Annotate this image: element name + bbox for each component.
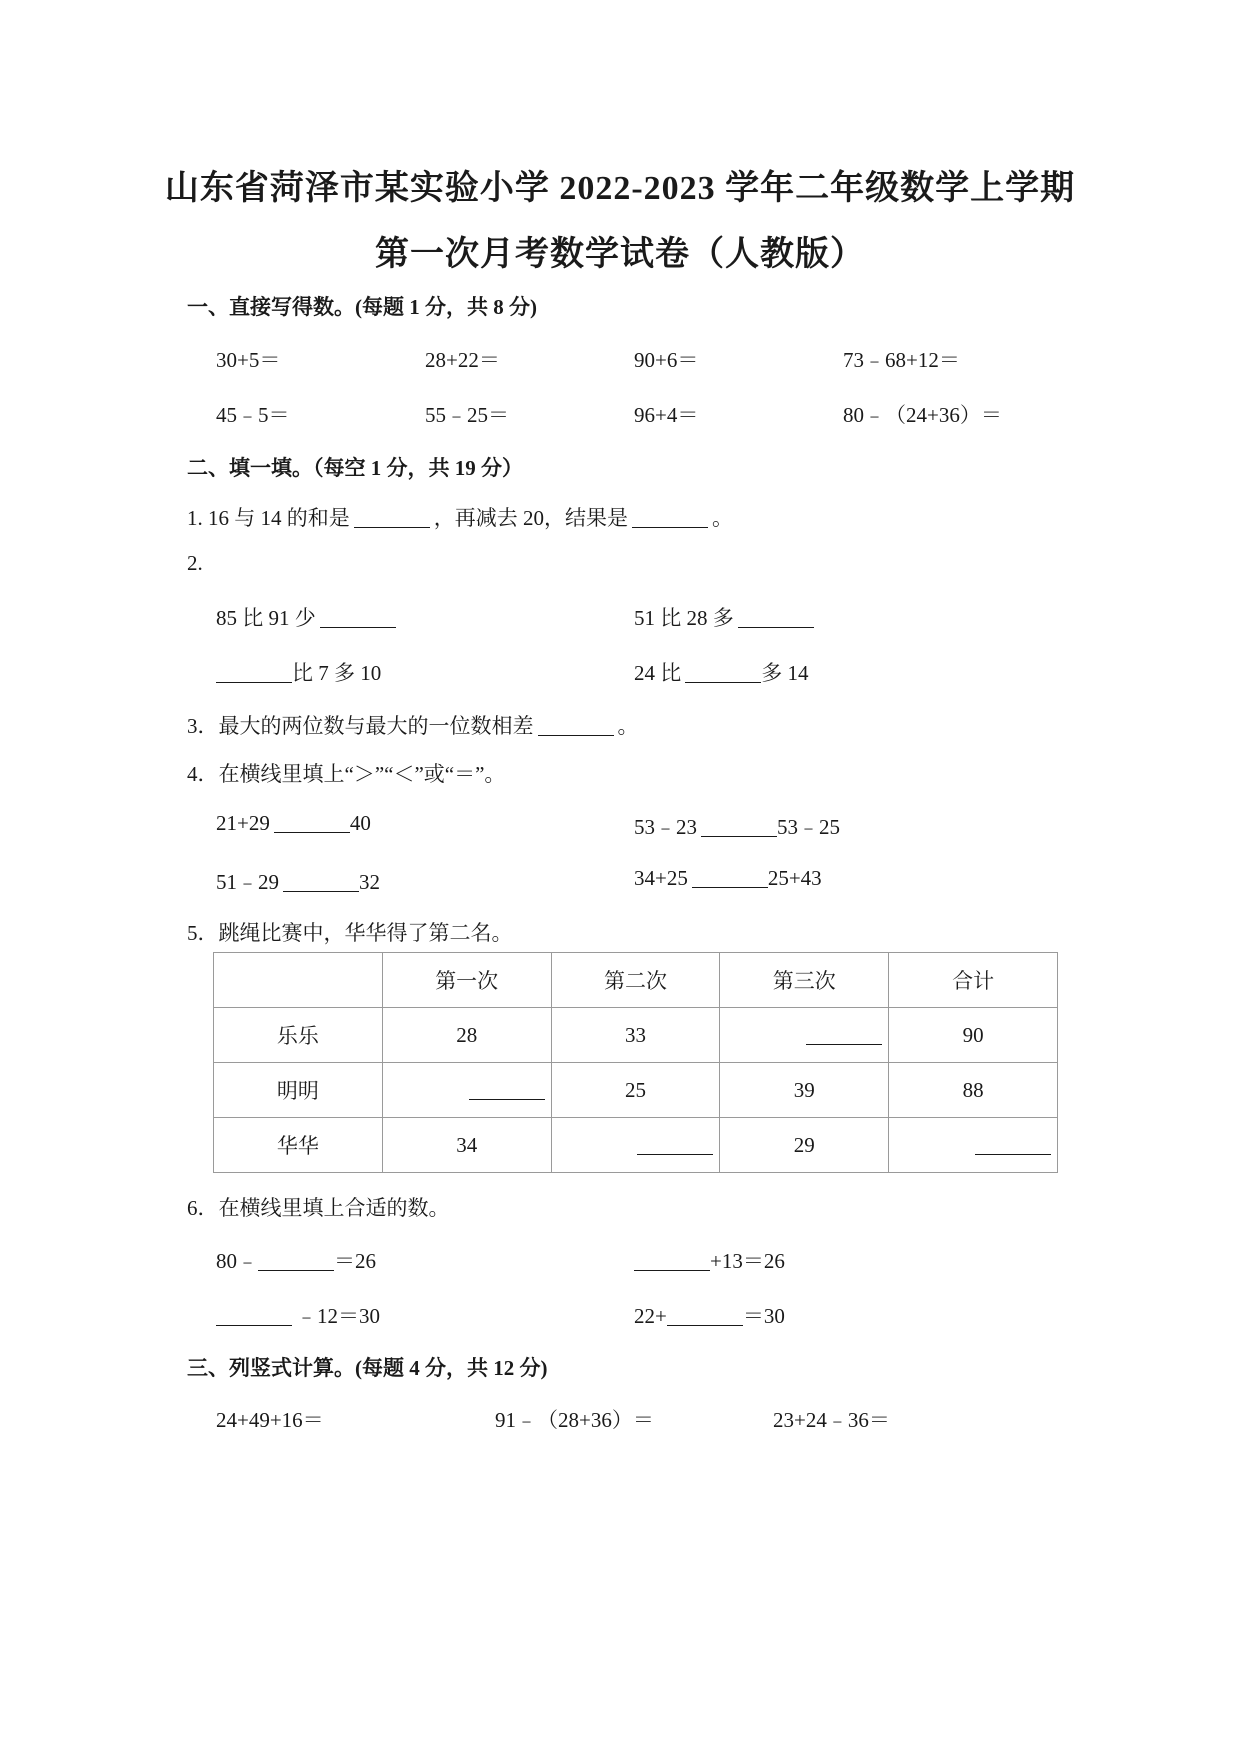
answer-blank[interactable] [538,714,614,736]
calc-item-4: 73﹣68+12＝ [843,348,960,372]
question-2-item-4-text-b: 多 14 [761,661,809,685]
compare-left: 34+25 [634,866,688,890]
table-header-cell: 第二次 [551,953,720,1008]
table-header-cell [214,953,383,1008]
answer-blank[interactable] [354,506,430,528]
section-2-heading: 二、填一填。（每空 1 分，共 19 分） [187,456,523,480]
question-2-item-3 [216,657,381,687]
compare-right: 40 [349,811,371,835]
question-4-text: 4．在横线里填上“＞”“＜”或“＝”。 [187,762,506,786]
question-5-text: 5．跳绳比赛中，华华得了第二名。 [187,921,513,945]
fill-text-b: ＝26 [334,1249,376,1273]
answer-blank[interactable] [806,1023,882,1045]
question-4-item-1 [216,811,371,836]
answer-blank[interactable] [283,870,359,892]
question-2-item-1-text: 85 比 91 少 [216,606,316,630]
question-3-text: 3．最大的两位数与最大的一位数相差 [187,714,534,738]
vertical-calc-3: 23+24﹣36＝ [773,1408,890,1432]
fill-text-a: 22+ [634,1304,667,1328]
question-2-item-3-text: 比 7 多 10 [292,661,382,685]
table-cell: 39 [720,1063,889,1118]
table-cell-blank [382,1063,551,1118]
calc-item-8: 80﹣（24+36）＝ [843,403,1002,427]
question-3 [187,710,639,740]
answer-blank[interactable] [738,606,814,628]
table-cell-blank [551,1118,720,1173]
fill-text-b: ﹣12＝30 [296,1304,380,1328]
answer-blank[interactable] [632,506,708,528]
compare-left: 51﹣29 [216,870,279,894]
calc-item-5: 45﹣5＝ [216,403,290,427]
table-cell-blank [889,1118,1058,1173]
answer-blank[interactable] [258,1249,334,1271]
table-cell-name: 华华 [214,1118,383,1173]
score-table [213,952,1058,1173]
question-1-text-a: 1. 16 与 14 的和是 [187,506,350,530]
answer-blank[interactable] [469,1078,545,1100]
calc-item-1: 30+5＝ [216,348,281,372]
question-3-period: 。 [617,714,639,738]
question-4-item-4 [634,866,822,891]
section-1-heading: 一、直接写得数。(每题 1 分，共 8 分) [187,295,537,319]
compare-right: 53﹣25 [777,815,840,839]
question-4-item-3 [216,866,380,896]
table-cell: 33 [551,1008,720,1063]
title-line-2: 第一次月考数学试卷（人教版） [375,236,865,273]
table-cell: 25 [551,1063,720,1118]
question-2-item-4-text-a: 24 比 [634,661,682,685]
answer-blank[interactable] [216,661,292,683]
question-2-item-2 [634,602,818,632]
fill-text-b: ＝30 [742,1304,785,1328]
compare-right: 25+43 [767,866,822,890]
answer-blank[interactable] [701,815,777,837]
table-cell-name: 乐乐 [214,1008,383,1063]
answer-blank[interactable] [320,606,396,628]
table-cell: 90 [889,1008,1058,1063]
answer-blank[interactable] [685,661,761,683]
answer-blank[interactable] [634,1249,710,1271]
table-header-row [214,953,1058,1008]
question-1-text-b: ，再减去 20，结果是 [433,506,628,530]
question-6-text: 6．在横线里填上合适的数。 [187,1196,450,1220]
compare-right: 32 [359,870,380,894]
table-cell: 88 [889,1063,1058,1118]
answer-blank[interactable] [274,811,350,833]
calc-item-7: 96+4＝ [634,403,699,427]
answer-blank[interactable] [692,866,768,888]
compare-left: 53﹣23 [634,815,697,839]
table-header-cell: 合计 [889,953,1058,1008]
question-2-item-2-text: 51 比 28 多 [634,606,734,630]
compare-left: 21+29 [216,811,270,835]
fill-text-a: 80﹣ [216,1249,258,1273]
question-2-label: 2. [187,551,203,575]
answer-blank[interactable] [216,1304,292,1326]
question-6-item-3 [216,1300,380,1330]
answer-blank[interactable] [637,1133,713,1155]
table-row [214,1063,1058,1118]
question-2-item-1 [216,602,400,632]
table-header-cell: 第一次 [382,953,551,1008]
table-row [214,1008,1058,1063]
answer-blank[interactable] [975,1133,1051,1155]
question-6-item-4 [634,1300,785,1330]
answer-blank[interactable] [667,1304,743,1326]
question-6-item-2 [634,1245,785,1275]
table-row [214,1118,1058,1173]
question-1 [187,502,733,532]
section-3-heading: 三、列竖式计算。(每题 4 分，共 12 分) [187,1356,548,1380]
fill-text-b: +13＝26 [710,1249,785,1273]
table-cell: 34 [382,1118,551,1173]
table-cell-name: 明明 [214,1063,383,1118]
calc-item-3: 90+6＝ [634,348,699,372]
question-2-item-4 [634,657,809,687]
question-4-item-2 [634,811,840,841]
question-1-text-c: 。 [712,506,733,530]
vertical-calc-1: 24+49+16＝ [216,1408,324,1432]
question-6-item-1 [216,1245,376,1275]
calc-item-2: 28+22＝ [425,348,500,372]
title-line-1: 山东省菏泽市某实验小学 2022-2023 学年二年级数学上学期 [164,170,1076,207]
table-cell-blank [720,1008,889,1063]
table-cell: 29 [720,1118,889,1173]
table-header-cell: 第三次 [720,953,889,1008]
vertical-calc-2: 91﹣（28+36）＝ [495,1408,654,1432]
calc-item-6: 55﹣25＝ [425,403,509,427]
table-cell: 28 [382,1008,551,1063]
